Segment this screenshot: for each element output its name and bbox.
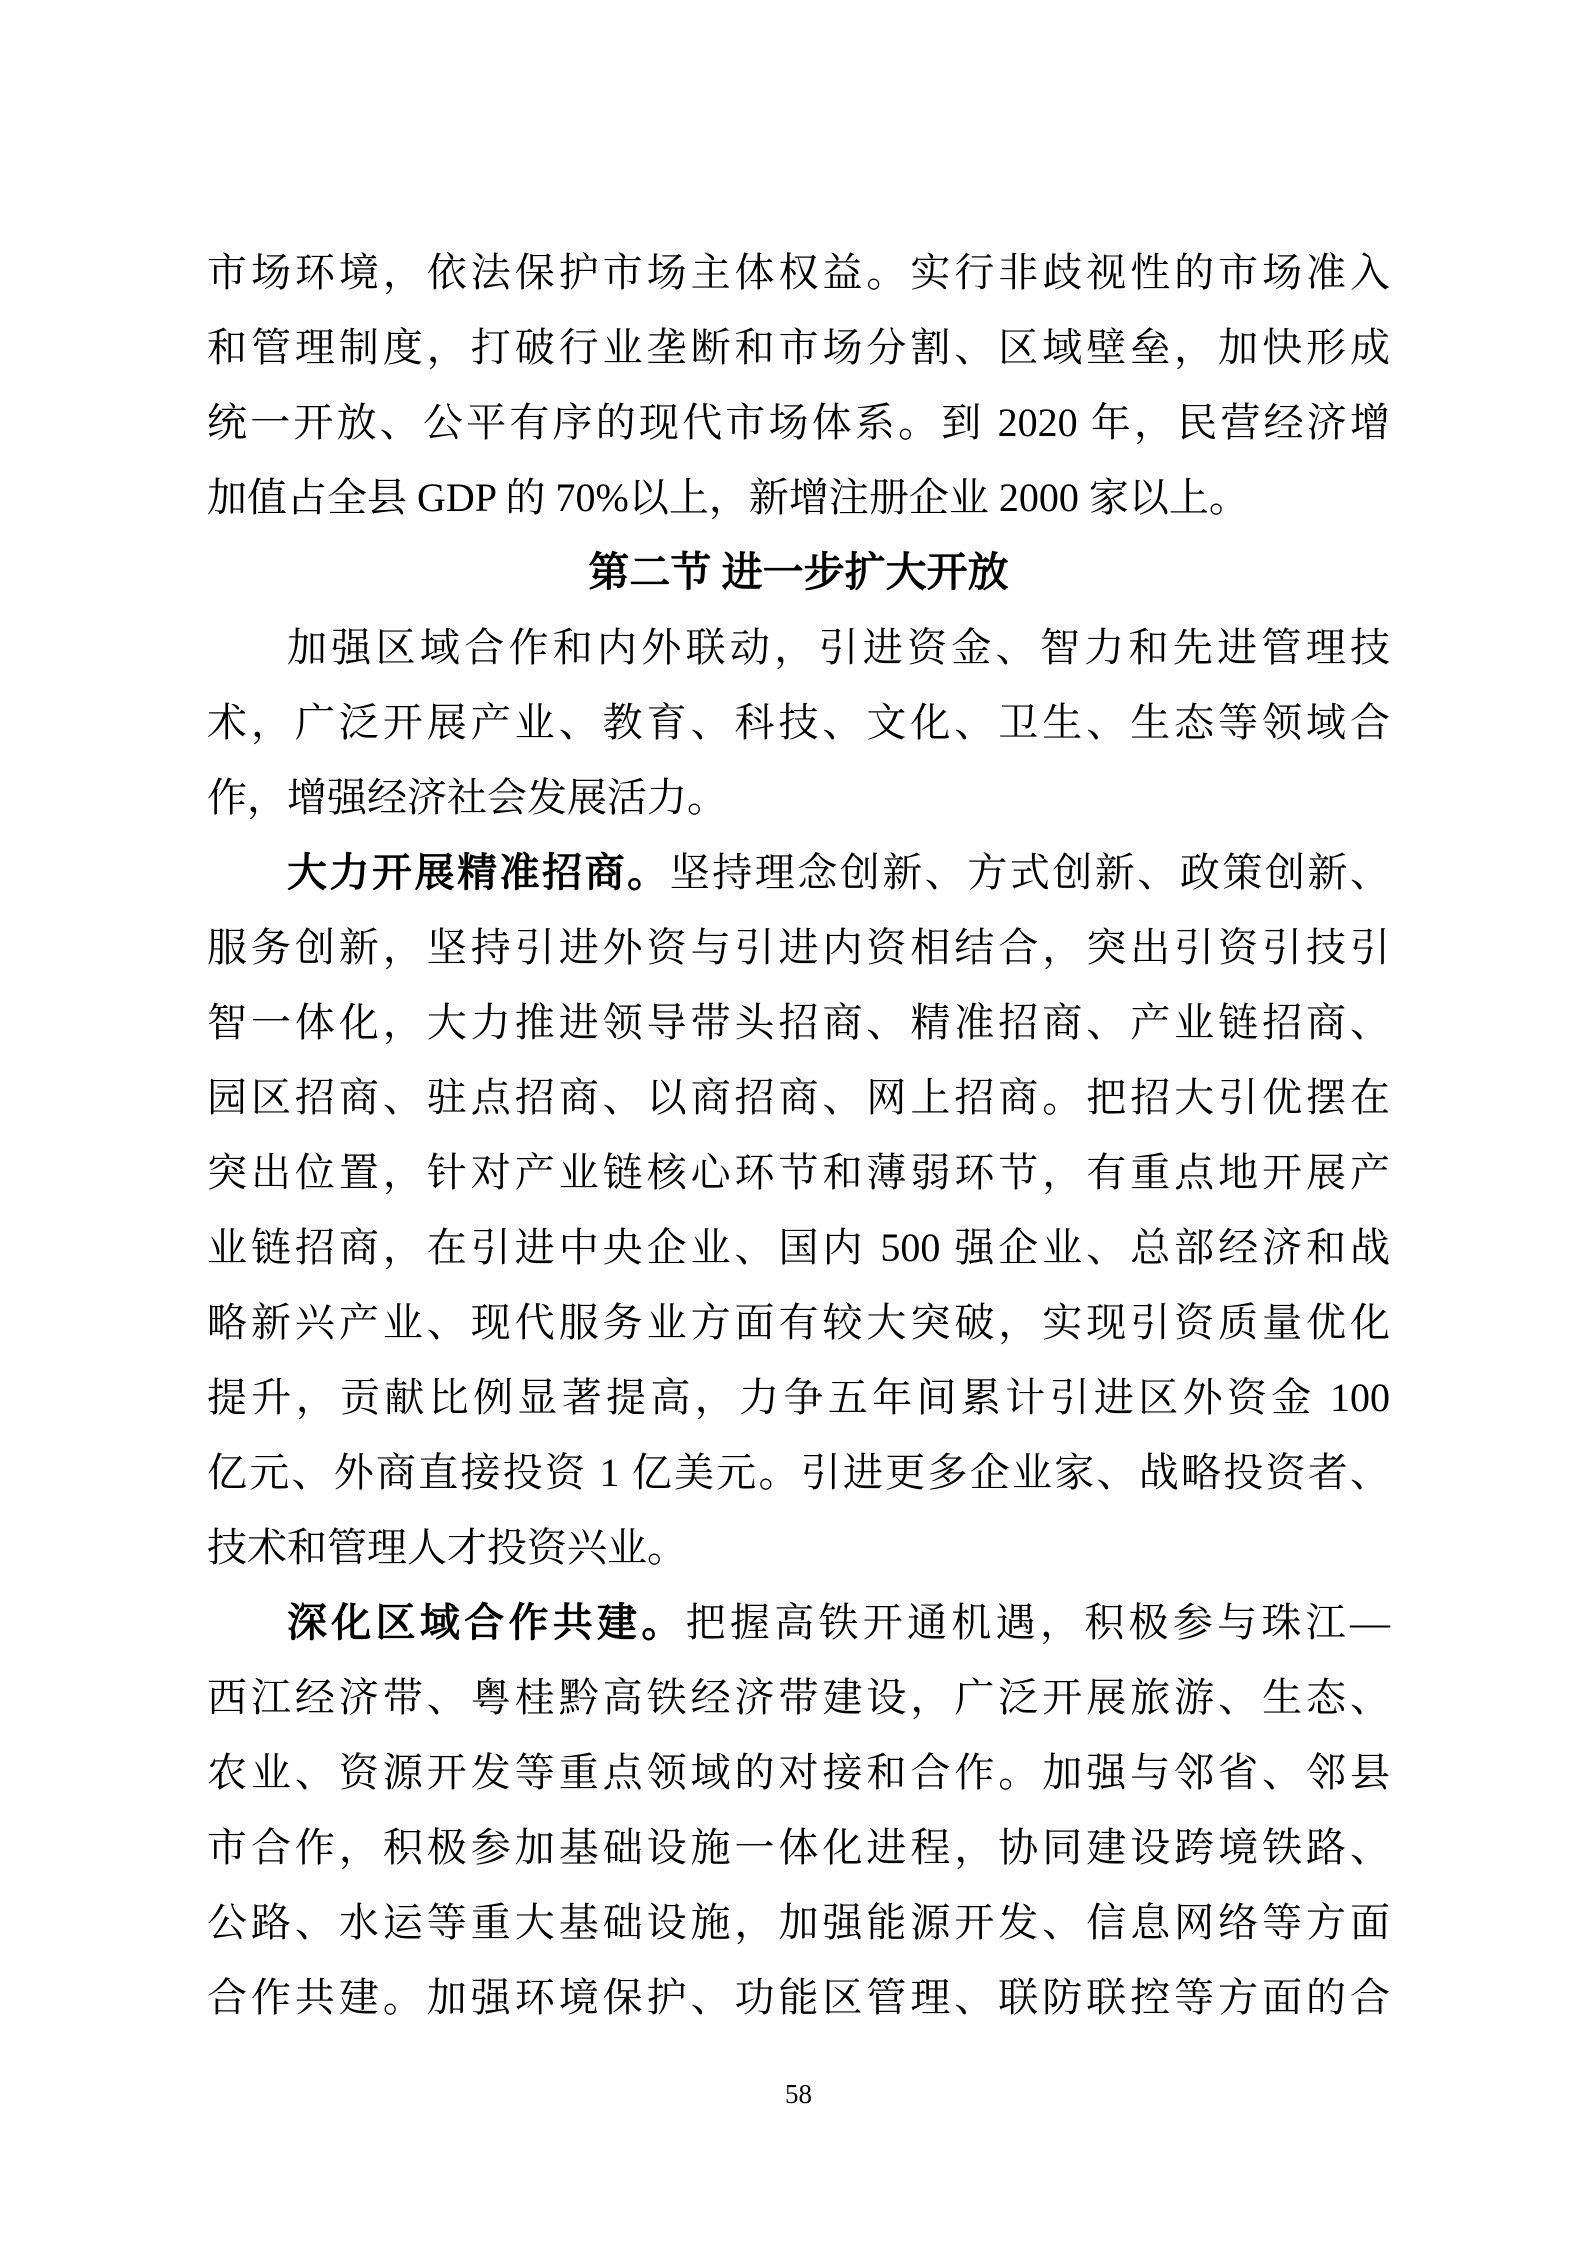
- text-line: 服务创新，坚持引进外资与引进内资相结合，突出引资引技引: [207, 925, 1390, 970]
- text-line: 合作共建。加强环境保护、功能区管理、联防联控等方面的合: [207, 1975, 1390, 2020]
- text-line: 提升，贡献比例显著提高，力争五年间累计引进区外资金 100: [207, 1375, 1390, 1420]
- text-line: [207, 1585, 1390, 1660]
- text-line: [207, 835, 1390, 910]
- section-heading: 第二节 进一步扩大开放: [588, 549, 1009, 595]
- text-line: 技术和管理人才投资兴业。: [207, 1525, 687, 1570]
- text-line: 农业、资源开发等重点领域的对接和合作。加强与邻省、邻县: [207, 1750, 1390, 1795]
- paragraph-lead-bold: 深化区域合作共建。: [287, 1600, 686, 1645]
- text-line: 统一开放、公平有序的现代市场体系。到 2020 年，民营经济增: [207, 400, 1390, 445]
- paragraph-text: 坚持理念创新、方式创新、政策创新、: [669, 850, 1391, 895]
- text-line: 作，增强经济社会发展活力。: [207, 775, 727, 820]
- text-line: 市合作，积极参加基础设施一体化进程，协同建设跨境铁路、: [207, 1825, 1390, 1870]
- text-line: 业链招商，在引进中央企业、国内 500 强企业、总部经济和战: [207, 1225, 1390, 1270]
- paragraph-lead-bold: 大力开展精准招商。: [287, 850, 670, 895]
- page-number: 58: [785, 2079, 812, 2109]
- text-line: 突出位置，针对产业链核心环节和薄弱环节，有重点地开展产: [207, 1150, 1390, 1195]
- text-line: 园区招商、驻点招商、以商招商、网上招商。把招大引优摆在: [207, 1075, 1390, 1120]
- text-line: 智一体化，大力推进领导带头招商、精准招商、产业链招商、: [207, 1000, 1390, 1045]
- text-line: 市场环境，依法保护市场主体权益。实行非歧视性的市场准入: [207, 250, 1390, 295]
- text-line: 加值占全县 GDP 的 70%以上，新增注册企业 2000 家以上。: [207, 475, 1249, 520]
- text-line: 公路、水运等重大基础设施，加强能源开发、信息网络等方面: [207, 1900, 1390, 1945]
- text-line: 术，广泛开展产业、教育、科技、文化、卫生、生态等领域合: [207, 700, 1390, 745]
- text-line: 和管理制度，打破行业垄断和市场分割、区域壁垒，加快形成: [207, 325, 1390, 370]
- text-line: 加强区域合作和内外联动，引进资金、智力和先进管理技: [287, 625, 1390, 670]
- text-line: 略新兴产业、现代服务业方面有较大突破，实现引资质量优化: [207, 1300, 1390, 1345]
- text-line: 亿元、外商直接投资 1 亿美元。引进更多企业家、战略投资者、: [207, 1450, 1390, 1495]
- paragraph-text: 把握高铁开通机遇，积极参与珠江—: [685, 1600, 1390, 1645]
- text-line: 西江经济带、粤桂黔高铁经济带建设，广泛开展旅游、生态、: [207, 1675, 1390, 1720]
